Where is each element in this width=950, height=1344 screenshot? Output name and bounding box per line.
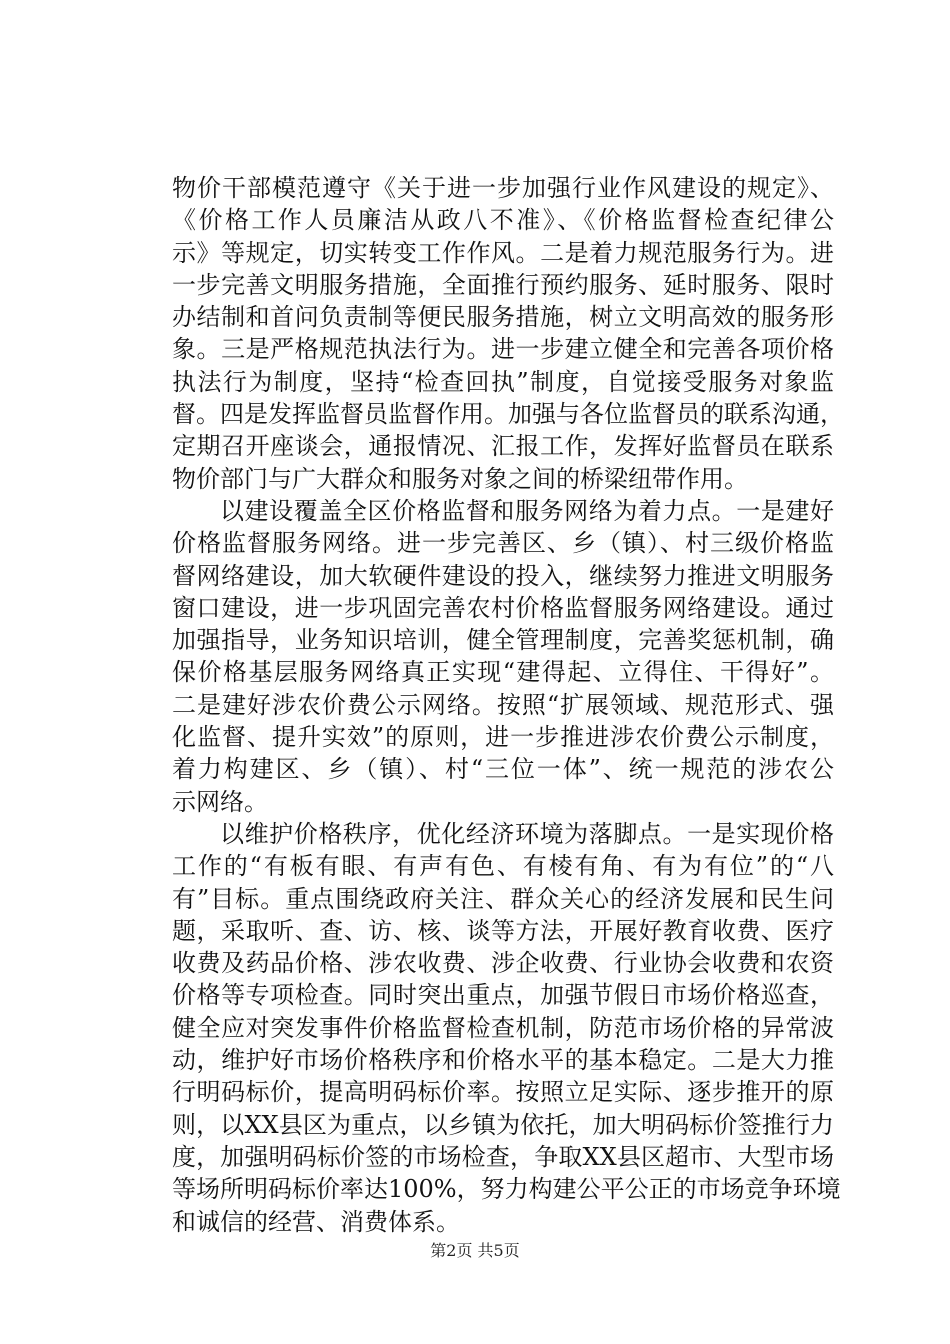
text-line: 价格监督服务网络。进一步完善区、乡（镇）、村三级价格监 xyxy=(172,529,834,558)
text-line: 二是建好涉农价费公示网络。按照“扩展领域、规范形式、强 xyxy=(172,690,834,719)
text-line: 等场所明码标价率达100%，努力构建公平公正的市场竞争环境 xyxy=(172,1175,841,1204)
text-line: 督网络建设，加大软硬件建设的投入，继续努力推进文明服务 xyxy=(172,561,834,590)
paragraph-start-line: 以建设覆盖全区价格监督和服务网络为着力点。一是建好 xyxy=(220,496,834,525)
text-line: 《价格工作人员廉洁从政八不准》、《价格监督检查纪律公 xyxy=(172,206,834,235)
text-line: 一步完善文明服务措施，全面推行预约服务、延时服务、限时 xyxy=(172,270,834,299)
text-line: 办结制和首问负责制等便民服务措施，树立文明高效的服务形 xyxy=(172,303,834,332)
text-line: 象。三是严格规范执法行为。进一步建立健全和完善各项价格 xyxy=(172,335,834,364)
text-line: 动，维护好市场价格秩序和价格水平的基本稳定。二是大力推 xyxy=(172,1046,834,1075)
text-line: 督。四是发挥监督员监督作用。加强与各位监督员的联系沟通， xyxy=(172,400,844,429)
text-line: 物价部门与广大群众和服务对象之间的桥梁纽带作用。 xyxy=(172,464,748,493)
text-line: 工作的“有板有眼、有声有色、有棱有角、有为有位”的“八 xyxy=(172,852,834,881)
text-line: 和诚信的经营、消费体系。 xyxy=(172,1207,460,1236)
paragraph-start-line: 以维护价格秩序，优化经济环境为落脚点。一是实现价格 xyxy=(220,819,834,848)
text-line: 则，以XX县区为重点，以乡镇为依托，加大明码标价签推行力 xyxy=(172,1110,834,1139)
text-line: 着力构建区、乡（镇）、村“三位一体”、统一规范的涉农公 xyxy=(172,755,834,784)
text-line: 加强指导，业务知识培训，健全管理制度，完善奖惩机制，确 xyxy=(172,626,834,655)
text-line: 定期召开座谈会，通报情况、汇报工作，发挥好监督员在联系 xyxy=(172,432,834,461)
document-body xyxy=(172,172,844,1238)
text-line: 示》等规定，切实转变工作作风。二是着力规范服务行为。进 xyxy=(172,238,834,267)
text-line: 有”目标。重点围绕政府关注、群众关心的经济发展和民生问 xyxy=(172,884,834,913)
text-line: 收费及药品价格、涉农收费、涉企收费、行业协会收费和农资 xyxy=(172,949,834,978)
text-line: 示网络。 xyxy=(172,787,268,816)
text-line: 执法行为制度，坚持“检查回执”制度，自觉接受服务对象监 xyxy=(172,367,834,396)
text-line: 健全应对突发事件价格监督检查机制，防范市场价格的异常波 xyxy=(172,1013,834,1042)
text-line: 题，采取听、查、访、核、谈等方法，开展好教育收费、医疗 xyxy=(172,916,834,945)
text-line: 化监督、提升实效”的原则，进一步推进涉农价费公示制度， xyxy=(172,723,834,752)
page-number-footer: 第2页 共5页 xyxy=(430,1241,520,1260)
text-line: 窗口建设，进一步巩固完善农村价格监督服务网络建设。通过 xyxy=(172,593,834,622)
text-line: 行明码标价，提高明码标价率。按照立足实际、逐步推开的原 xyxy=(172,1078,834,1107)
text-line: 保价格基层服务网络真正实现“建得起、立得住、干得好”。 xyxy=(172,658,834,687)
text-line: 物价干部模范遵守《关于进一步加强行业作风建设的规定》、 xyxy=(172,174,834,202)
text-line: 价格等专项检查。同时突出重点，加强节假日市场价格巡查， xyxy=(172,981,834,1010)
text-line: 度，加强明码标价签的市场检查，争取XX县区超市、大型市场 xyxy=(172,1142,834,1171)
